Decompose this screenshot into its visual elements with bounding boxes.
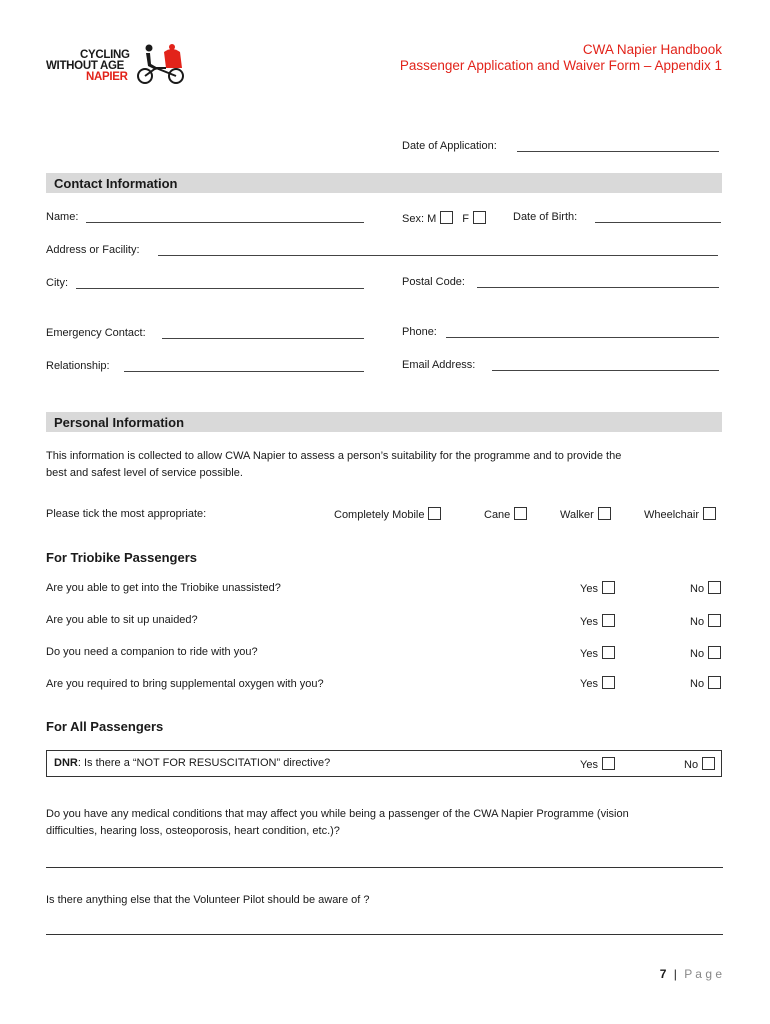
medical-answer-line[interactable] [46,867,723,868]
mobility-option-1 [484,507,527,521]
triobike-title: For Triobike Passengers [46,550,198,565]
personal-intro-line-1: This information is collected to allow CWA Napier to assess a person’s suitability for the programme and to provide the [46,450,622,462]
page-label: P a g e [684,967,722,981]
no-checkbox[interactable] [708,614,721,627]
question-label: Are you able to sit up unaided? [46,614,198,626]
dnr-yes-option [580,757,615,771]
yes-label: Yes [580,678,598,690]
no-option [690,676,721,690]
yes-checkbox[interactable] [602,646,615,659]
sex-f-checkbox[interactable] [473,211,486,224]
no-label: No [690,648,705,660]
logo [46,48,196,88]
yes-label: Yes [580,759,598,771]
all-passengers-title: For All Passengers [46,719,164,734]
email-label: Email Address: [402,359,476,371]
sex-f-label: F [462,213,470,225]
no-label: No [690,583,705,595]
no-option [690,614,721,628]
relationship-label: Relationship: [46,360,110,372]
no-option [690,646,721,660]
header-subtitle: Passenger Application and Waiver Form – Appendix 1 [399,58,722,73]
phone-field[interactable] [446,326,719,338]
logo-line-1: CYCLING [80,49,130,61]
no-option [690,581,721,595]
no-label: No [690,616,705,628]
emergency-contact-label: Emergency Contact: [46,327,146,339]
page-footer [660,967,722,981]
personal-intro [46,448,736,482]
mobility-checkbox[interactable] [514,507,527,520]
address-field[interactable] [158,244,718,256]
yes-label: Yes [580,648,598,660]
mobility-option-label: Completely Mobile [334,509,425,521]
city-field[interactable] [76,277,364,289]
sex-group [402,211,486,225]
postal-code-field[interactable] [477,276,719,288]
yes-checkbox[interactable] [602,581,615,594]
dnr-yes-checkbox[interactable] [602,757,615,770]
mobility-option-0 [334,507,441,521]
medical-question-line-2: difficulties, hearing loss, osteoporosis, heart condition, etc.)? [46,825,340,837]
logo-line-2: WITHOUT AGE [46,60,125,72]
question-label: Are you required to bring supplemental oxygen with you? [46,678,324,690]
mobility-option-label: Cane [484,509,511,521]
question-label: Do you need a companion to ride with you? [46,646,258,658]
yes-label: Yes [580,616,598,628]
medical-question-line-1: Do you have any medical conditions that may affect you while being a passenger of the CWA Napier Programme (vision [46,808,629,820]
mobility-checkbox[interactable] [703,507,716,520]
dob-label: Date of Birth: [513,211,578,223]
yes-checkbox[interactable] [602,676,615,689]
mobility-option-3 [644,507,716,521]
yes-option [580,646,615,660]
yes-option [580,676,615,690]
email-field[interactable] [492,359,719,371]
header [302,42,722,74]
dnr-box [46,750,722,777]
no-label: No [684,759,699,771]
mobility-checkbox[interactable] [428,507,441,520]
no-label: No [690,678,705,690]
dob-field[interactable] [595,211,721,223]
trishaw-icon [136,42,194,88]
logo-line-3: NAPIER [86,71,128,83]
dnr-no-option [684,757,715,771]
dnr-bold: DNR [54,757,78,769]
no-checkbox[interactable] [708,581,721,594]
relationship-field[interactable] [124,360,364,372]
phone-label: Phone: [402,326,437,338]
yes-option [580,581,615,595]
section-contact-bar [46,173,722,193]
name-field[interactable] [86,211,364,223]
no-checkbox[interactable] [708,676,721,689]
name-label: Name: [46,211,79,223]
mobility-checkbox[interactable] [598,507,611,520]
section-personal-bar [46,412,722,432]
postal-code-label: Postal Code: [402,276,465,288]
address-label: Address or Facility: [46,244,140,256]
mobility-option-label: Walker [560,509,594,521]
yes-checkbox[interactable] [602,614,615,627]
personal-intro-line-2: best and safest level of service possible. [46,467,243,479]
anything-else-question: Is there anything else that the Volunteer Pilot should be aware of ? [46,894,370,906]
dnr-question [54,757,330,769]
emergency-contact-field[interactable] [162,327,364,339]
date-of-application-field[interactable] [517,140,719,152]
dnr-text: : Is there a “NOT FOR RESUSCITATION” directive? [77,757,331,769]
tick-label: Please tick the most appropriate: [46,508,207,520]
question-label: Are you able to get into the Triobike unassisted? [46,582,281,594]
header-title: CWA Napier Handbook [582,42,722,57]
no-checkbox[interactable] [708,646,721,659]
section-personal-title: Personal Information [54,415,185,430]
page-separator: | [673,967,677,981]
yes-option [580,614,615,628]
date-of-application-label: Date of Application: [402,140,497,152]
dnr-no-checkbox[interactable] [702,757,715,770]
section-contact-title: Contact Information [54,176,178,191]
mobility-option-label: Wheelchair [644,509,700,521]
anything-else-answer-line[interactable] [46,934,723,935]
sex-m-label: Sex: M [402,213,437,225]
page-number: 7 [659,967,667,981]
yes-label: Yes [580,583,598,595]
medical-question [46,806,736,840]
city-label: City: [46,277,68,289]
mobility-option-2 [560,507,611,521]
sex-m-checkbox[interactable] [440,211,453,224]
